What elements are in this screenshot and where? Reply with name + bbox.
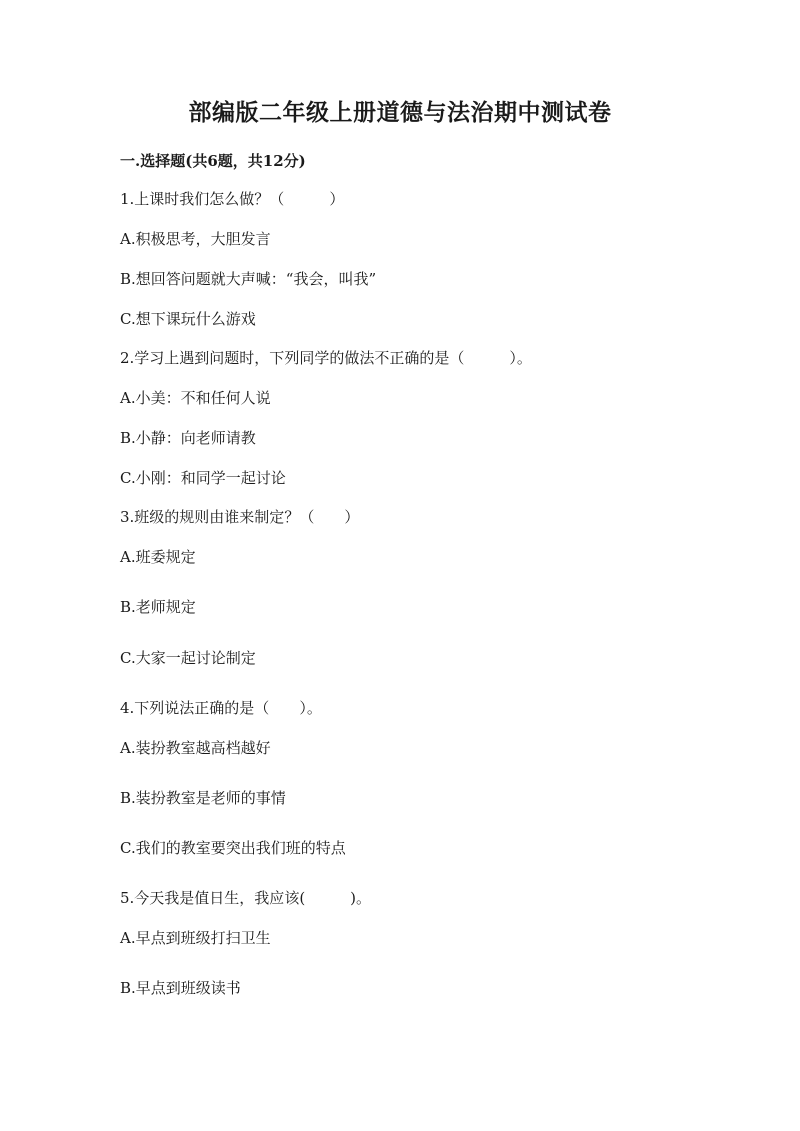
question-1-option-b: B.想回答问题就大声喊：“我会，叫我” [120, 270, 377, 288]
question-2-option-a: A.小美：不和任何人说 [120, 389, 271, 407]
question-5-option-b: B.早点到班级读书 [120, 979, 241, 997]
question-3-option-a: A.班委规定 [120, 548, 196, 566]
question-4-option-c: C.我们的教室要突出我们班的特点 [120, 839, 346, 857]
question-3-option-b: B.老师规定 [120, 598, 196, 616]
page-title: 部编版二年级上册道德与法治期中测试卷 [188, 99, 612, 126]
question-1-option-a: A.积极思考，大胆发言 [120, 230, 271, 248]
question-5-option-a: A.早点到班级打扫卫生 [120, 929, 271, 947]
question-5-stem: 5.今天我是值日生，我应该( )。 [120, 889, 372, 907]
section-heading: 一.选择题(共6题，共12分) [120, 152, 306, 170]
question-2-option-c: C.小刚：和同学一起讨论 [120, 469, 286, 487]
question-4-option-a: A.装扮教室越高档越好 [120, 739, 271, 757]
question-2-stem: 2.学习上遇到问题时，下列同学的做法不正确的是（ ）。 [120, 349, 532, 367]
question-1-option-c: C.想下课玩什么游戏 [120, 310, 256, 328]
question-2-option-b: B.小静：向老师请教 [120, 429, 256, 447]
question-4-option-b: B.装扮教室是老师的事情 [120, 789, 286, 807]
question-4-stem: 4.下列说法正确的是（ ）。 [120, 699, 322, 717]
question-3-stem: 3.班级的规则由谁来制定？（ ） [120, 508, 360, 526]
question-3-option-c: C.大家一起讨论制定 [120, 649, 256, 667]
question-1-stem: 1.上课时我们怎么做？（ ） [120, 190, 345, 208]
